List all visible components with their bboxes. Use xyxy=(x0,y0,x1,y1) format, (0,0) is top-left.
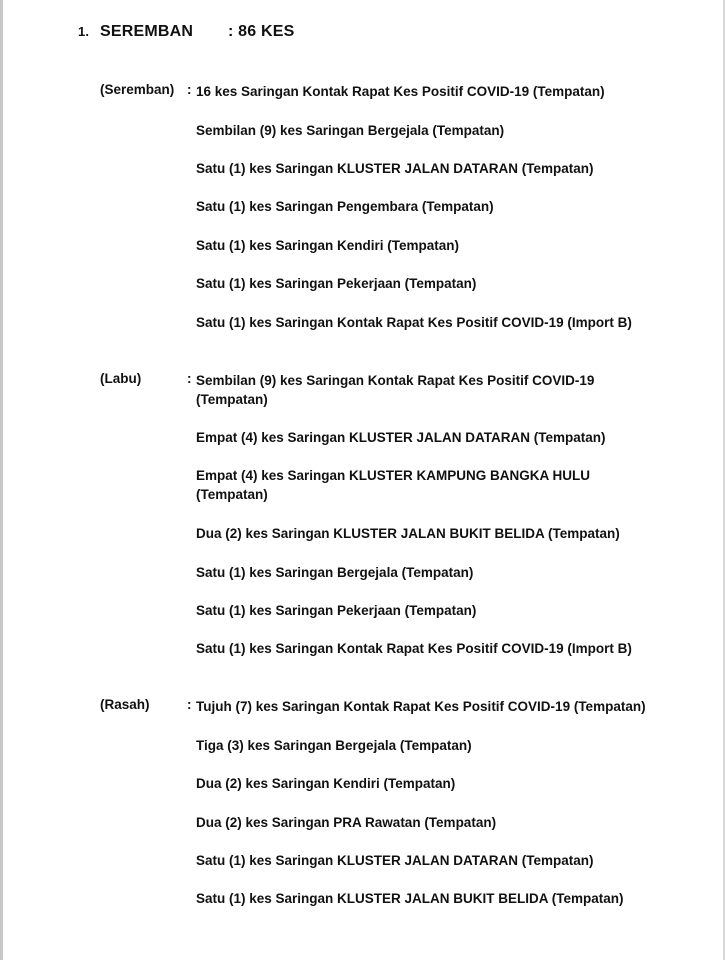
list-item: Empat (4) kes Saringan KLUSTER JALAN DATARAN (Tempatan) xyxy=(196,430,606,445)
heading-district-name: SEREMBAN xyxy=(100,23,194,40)
page-edge-left xyxy=(0,0,3,960)
group-colon: : xyxy=(187,697,192,712)
list-item: Sembilan (9) kes Saringan Bergejala (Tempatan) xyxy=(196,123,505,138)
list-item: Dua (2) kes Saringan Kendiri (Tempatan) xyxy=(196,776,456,791)
list-item: 16 kes Saringan Kontak Rapat Kes Positif COVID-19 (Tempatan) xyxy=(196,84,605,99)
list-item: Sembilan (9) kes Saringan Kontak Rapat Kes Positif COVID-19 (Tempatan) xyxy=(196,373,595,407)
heading-case-count: : 86 KES xyxy=(228,23,295,40)
list-item: Satu (1) kes Saringan KLUSTER JALAN BUKIT BELIDA (Tempatan) xyxy=(196,891,624,906)
list-item: Satu (1) kes Saringan Pekerjaan (Tempatan) xyxy=(196,276,477,291)
heading-number: 1. xyxy=(78,24,90,39)
list-item: Satu (1) kes Saringan KLUSTER JALAN DATARAN (Tempatan) xyxy=(196,161,594,176)
list-item: Satu (1) kes Saringan Pengembara (Tempatan) xyxy=(196,199,494,214)
list-item: Empat (4) kes Saringan KLUSTER KAMPUNG BANGKA HULU (Tempatan) xyxy=(196,468,591,502)
list-item: Satu (1) kes Saringan Bergejala (Tempatan) xyxy=(196,565,474,580)
list-item: Satu (1) kes Saringan KLUSTER JALAN DATARAN (Tempatan) xyxy=(196,853,594,868)
list-item: Satu (1) kes Saringan Kontak Rapat Kes Positif COVID-19 (Import B) xyxy=(196,315,632,330)
list-item: Tiga (3) kes Saringan Bergejala (Tempatan) xyxy=(196,738,472,753)
list-item: Tujuh (7) kes Saringan Kontak Rapat Kes Positif COVID-19 (Tempatan) xyxy=(196,699,646,714)
group-label: (Rasah) xyxy=(100,697,150,712)
list-item: Satu (1) kes Saringan Kontak Rapat Kes Positif COVID-19 (Import B) xyxy=(196,641,632,656)
list-item: Satu (1) kes Saringan Pekerjaan (Tempatan) xyxy=(196,603,477,618)
list-item: Satu (1) kes Saringan Kendiri (Tempatan) xyxy=(196,238,460,253)
list-item: Dua (2) kes Saringan PRA Rawatan (Tempatan) xyxy=(196,815,497,830)
group-colon: : xyxy=(187,82,192,97)
district-heading xyxy=(78,23,295,41)
group-label: (Seremban) xyxy=(100,82,175,97)
group-colon: : xyxy=(187,371,192,386)
group-label: (Labu) xyxy=(100,371,142,386)
list-item: Dua (2) kes Saringan KLUSTER JALAN BUKIT BELIDA (Tempatan) xyxy=(196,526,620,541)
